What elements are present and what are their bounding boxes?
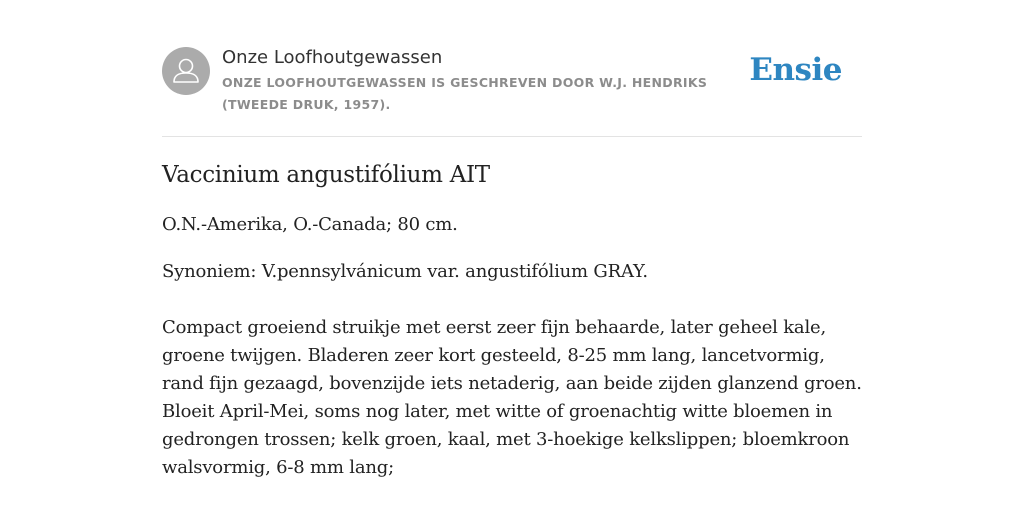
source-description: ONZE LOOFHOUTGEWASSEN IS GESCHREVEN DOOR W.J. HENDRIKS (TWEEDE DRUK, 1957). <box>222 75 708 112</box>
user-icon <box>162 47 210 95</box>
entry-content <box>162 158 862 482</box>
entry-title: Vaccinium angustifólium AIT <box>162 162 490 188</box>
entry-synonym: Synoniem: V.pennsylvánicum var. angustifólium GRAY. <box>162 261 648 282</box>
entry-description: Compact groeiend struikje met eerst zeer fijn behaarde, later geheel kale, groene twijgen. Bladeren zeer kort gesteeld, 8-25 mm lang, lancetvormig, rand fijn gezaagd, bovenzijde iets netaderig, aan beide zijden glanzend groen. Bloeit April-Mei, soms nog later, met witte of groenachtig witte bloemen in gedrongen trossen; kelk groen, kaal, met 3-hoekige kelkslippen; bloemkroon walsvormig, 6-8 mm lang; <box>162 317 862 478</box>
avatar[interactable] <box>162 47 210 95</box>
entry-origin: O.N.-Amerika, O.-Canada; 80 cm. <box>162 214 458 235</box>
source-title[interactable]: Onze Loofhoutgewassen <box>222 47 443 68</box>
source-header <box>162 46 862 137</box>
ensie-logo[interactable]: Ensie <box>749 52 842 88</box>
